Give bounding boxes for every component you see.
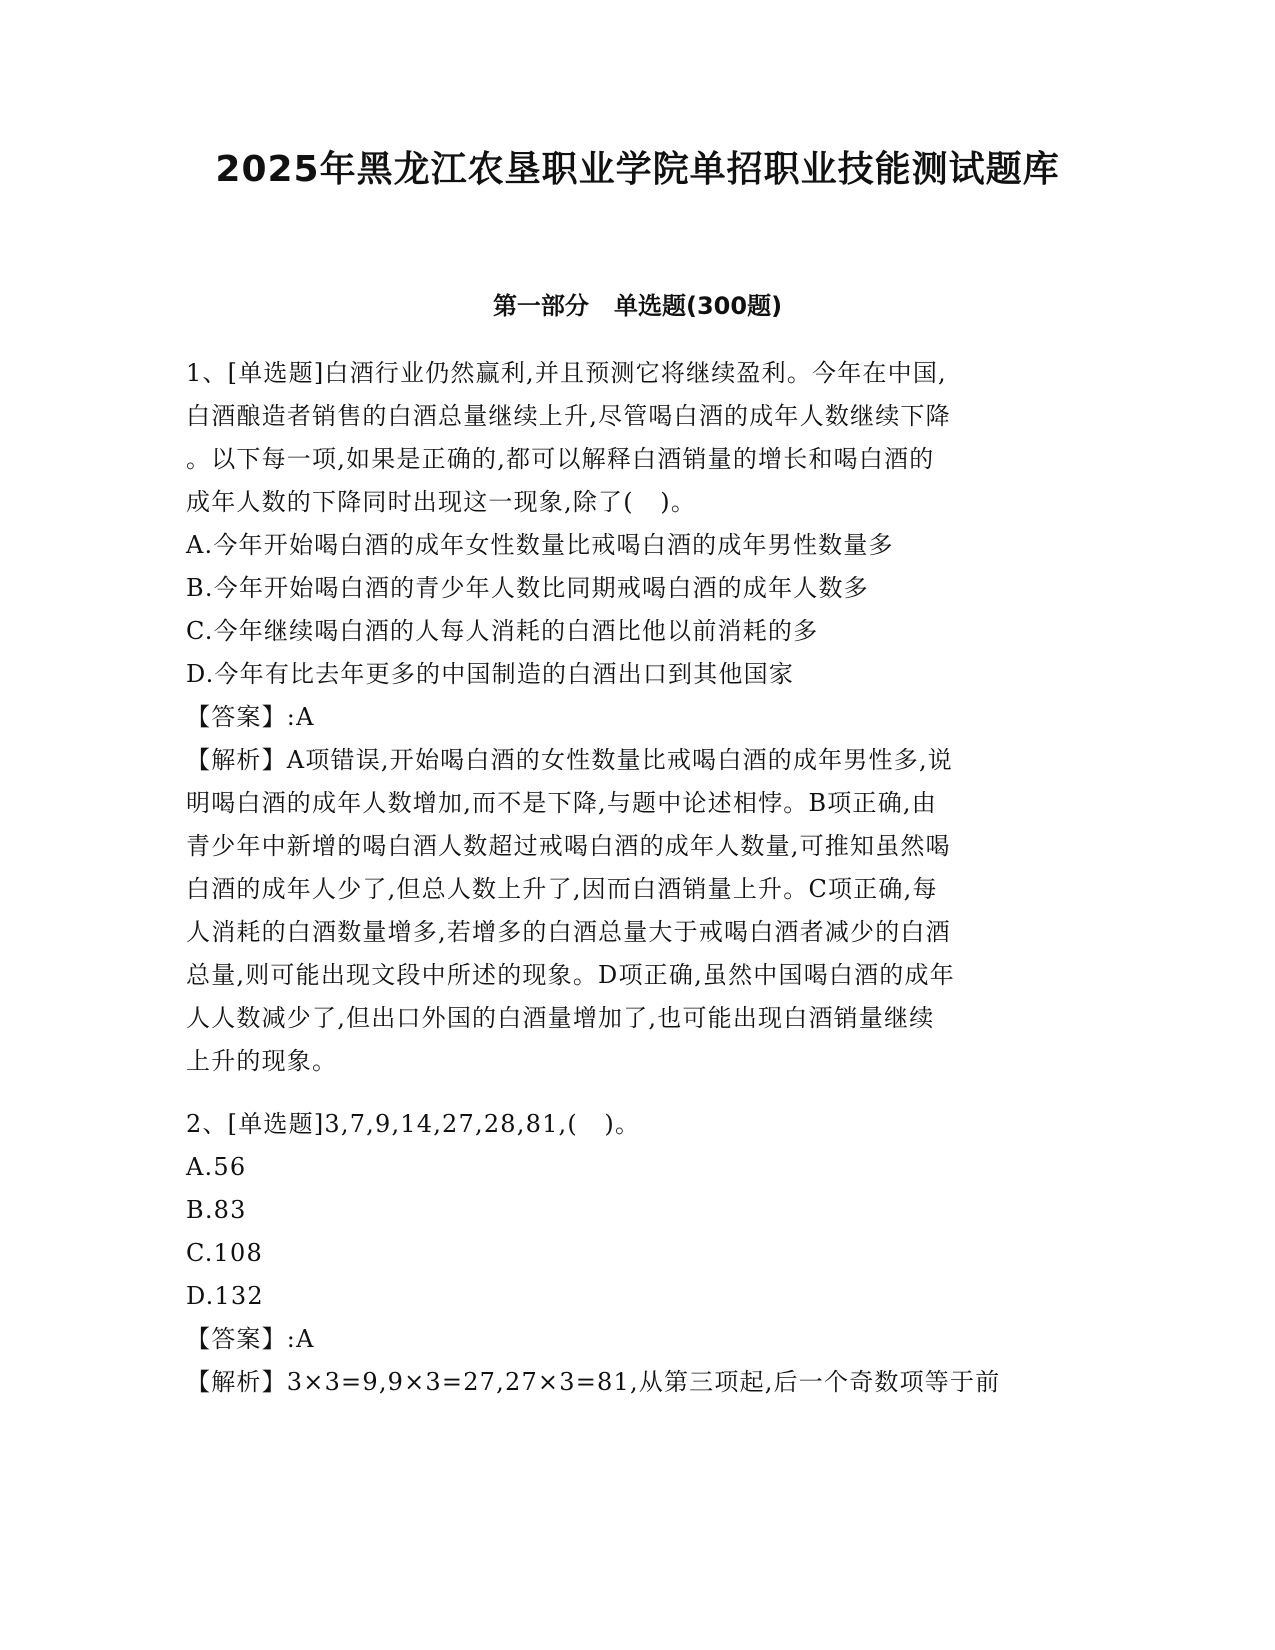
option-a: A.56	[186, 1153, 247, 1181]
option-b: B.83	[186, 1196, 247, 1224]
analysis-line: 上升的现象。	[186, 1047, 338, 1075]
analysis-line: 人人数减少了,但出口外国的白酒量增加了,也可能出现白酒销量继续	[186, 1004, 935, 1032]
question-block	[186, 1103, 1086, 1404]
option-d: D.132	[186, 1282, 264, 1310]
option-a: A.今年开始喝白酒的成年女性数量比戒喝白酒的成年男性数量多	[186, 531, 894, 559]
document-title: 2025年黑龙江农垦职业学院单招职业技能测试题库	[215, 149, 1060, 190]
question-stem-line: 。以下每一项,如果是正确的,都可以解释白酒销量的增长和喝白酒的	[186, 445, 935, 473]
analysis-line: 白酒的成年人少了,但总人数上升了,因而白酒销量上升。C项正确,每	[186, 875, 938, 903]
question-block	[186, 352, 1086, 1083]
analysis-line: 【解析】A项错误,开始喝白酒的女性数量比戒喝白酒的成年男性多,说	[186, 746, 953, 774]
question-stem-line: 1、[单选题]白酒行业仍然赢利,并且预测它将继续盈利。今年在中国,	[186, 359, 947, 387]
option-d: D.今年有比去年更多的中国制造的白酒出口到其他国家	[186, 660, 795, 688]
option-c: C.108	[186, 1239, 263, 1267]
question-stem-line: 成年人数的下降同时出现这一现象,除了( )。	[186, 488, 697, 516]
answer-line: 【答案】:A	[186, 703, 315, 731]
analysis-line: 【解析】3×3=9,9×3=27,27×3=81,从第三项起,后一个奇数项等于前	[186, 1368, 1001, 1396]
analysis-line: 人消耗的白酒数量增多,若增多的白酒总量大于戒喝白酒者减少的白酒	[186, 918, 951, 946]
analysis-line: 总量,则可能出现文段中所述的现象。D项正确,虽然中国喝白酒的成年	[186, 961, 955, 989]
analysis-line: 青少年中新增的喝白酒人数超过戒喝白酒的成年人数量,可推知虽然喝	[186, 832, 951, 860]
question-stem-line: 2、[单选题]3,7,9,14,27,28,81,( )。	[186, 1110, 641, 1138]
section-title: 第一部分 单选题(300题)	[492, 292, 783, 320]
analysis-line: 明喝白酒的成年人数增加,而不是下降,与题中论述相悖。B项正确,由	[186, 789, 937, 817]
option-c: C.今年继续喝白酒的人每人消耗的白酒比他以前消耗的多	[186, 617, 819, 645]
option-b: B.今年开始喝白酒的青少年人数比同期戒喝白酒的成年人数多	[186, 574, 869, 602]
question-stem-line: 白酒酿造者销售的白酒总量继续上升,尽管喝白酒的成年人数继续下降	[186, 402, 951, 430]
question-separator	[186, 1083, 1086, 1103]
answer-line: 【答案】:A	[186, 1325, 315, 1353]
document-body	[186, 352, 1086, 1404]
